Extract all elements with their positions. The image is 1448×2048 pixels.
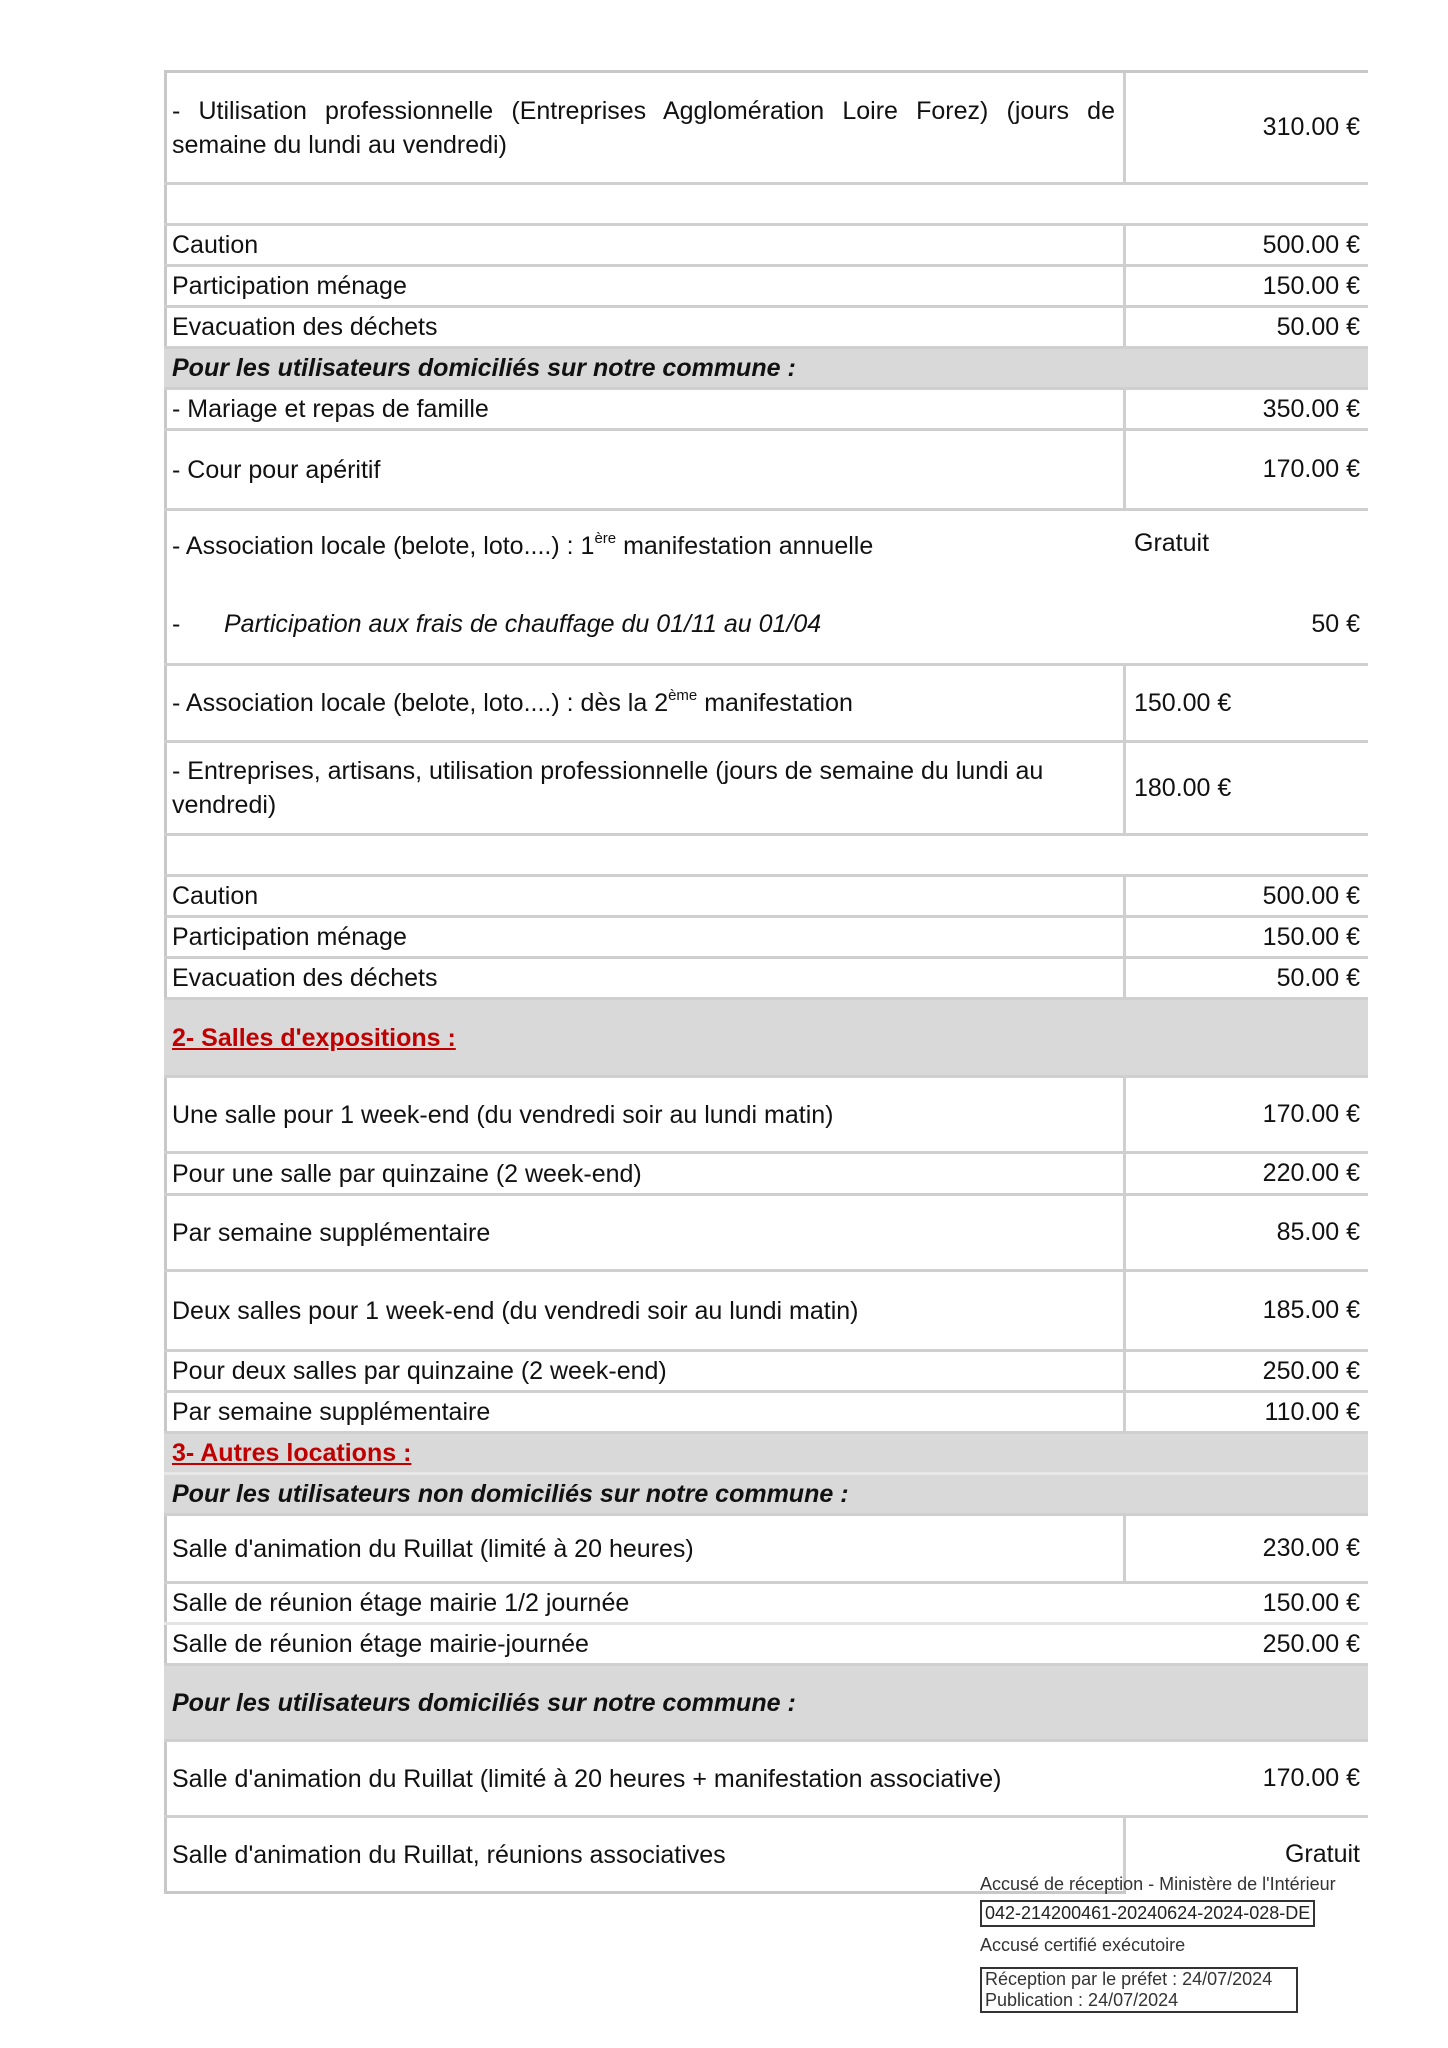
row-price [1126, 185, 1368, 223]
row-label: Salle d'animation du Ruillat (limité à 20 heures) [164, 1516, 1126, 1581]
row-price: 250.00 € [1262, 1629, 1360, 1658]
ordinal-suffix: ème [668, 687, 698, 704]
row-label: Une salle pour 1 week-end (du vendredi soir au lundi matin) [164, 1078, 1126, 1151]
heating-sub-label: Participation aux frais de chauffage du 01/11 au 01/04 [224, 610, 822, 638]
table-row [164, 508, 1368, 663]
row-label-text: - Association locale (belote, loto....) : 1 [172, 532, 595, 560]
row-label: Salle d'animation du Ruillat, réunions associatives [164, 1818, 1126, 1891]
row-label: - Mariage et repas de famille [164, 390, 1126, 428]
stamp-reception-date: Réception par le préfet : 24/07/2024 [985, 1969, 1273, 1989]
heating-sub-price: 50 € [1311, 610, 1360, 638]
row-label: Salle de réunion étage mairie-journée [172, 1630, 589, 1658]
row-label: - Entreprises, artisans, utilisation professionnelle (jours de semaine du lundi au vendredi) [164, 743, 1126, 833]
row-price: 170.00 € [1262, 1764, 1360, 1792]
table-row [164, 305, 1368, 346]
row-price: 170.00 € [1262, 1100, 1360, 1128]
stamp-reference: 042-214200461-20240624-2024-028-DE [980, 1900, 1315, 1927]
row-label: Caution [164, 226, 1126, 264]
table-row [164, 956, 1368, 997]
row-price [1126, 836, 1368, 874]
row-price: 150.00 € [1262, 271, 1360, 300]
table-row [164, 1581, 1368, 1622]
row-price: 180.00 € [1134, 773, 1232, 802]
heating-sub-row [172, 607, 1112, 641]
row-price: Gratuit [1284, 1840, 1360, 1868]
table-row [164, 1622, 1368, 1663]
table-row-spacer [164, 182, 1368, 223]
residents-heading: Pour les utilisateurs domiciliés sur notre commune : [172, 354, 796, 382]
table-row [164, 223, 1368, 264]
row-price: 150.00 € [1134, 688, 1232, 717]
row-label: Evacuation des déchets [164, 959, 1126, 997]
stamp-certified: Accusé certifié exécutoire [980, 1935, 1186, 1955]
row-label-text: manifestation [697, 689, 853, 717]
row-price: 310.00 € [1262, 113, 1360, 141]
table-row [164, 1739, 1368, 1815]
row-label: Pour deux salles par quinzaine (2 week-end) [164, 1352, 1126, 1390]
row-label: Par semaine supplémentaire [164, 1196, 1126, 1269]
row-label [164, 666, 1126, 740]
table-row [164, 1390, 1368, 1431]
section-title-autres-locations: 3- Autres locations : [172, 1439, 412, 1467]
row-price: 110.00 € [1264, 1397, 1360, 1426]
row-price: 150.00 € [1262, 1588, 1360, 1617]
row-label-text: - Association locale (belote, loto....) : dès la 2 [172, 689, 669, 717]
row-price: 50.00 € [1276, 312, 1360, 341]
row-label-text: manifestation annuelle [616, 532, 874, 560]
table-row-heading [164, 346, 1368, 387]
row-label: Evacuation des déchets [164, 308, 1126, 346]
table-row [164, 428, 1368, 508]
table-row-section [164, 1431, 1368, 1472]
row-price: 230.00 € [1262, 1534, 1360, 1562]
row-label: Participation ménage [164, 918, 1126, 956]
table-row [164, 1075, 1368, 1151]
table-row [164, 387, 1368, 428]
row-label: Deux salles pour 1 week-end (du vendredi soir au lundi matin) [164, 1272, 1126, 1349]
row-label: Salle d'animation du Ruillat (limité à 20 heures + manifestation associative) [172, 1764, 1002, 1793]
row-price: Gratuit [1134, 529, 1210, 557]
row-price: 350.00 € [1262, 394, 1360, 423]
row-label: - Cour pour apéritif [164, 431, 1126, 508]
stamp-publication-date: Publication : 24/07/2024 [985, 1990, 1179, 2010]
table-row [164, 70, 1368, 182]
row-price: 185.00 € [1262, 1296, 1360, 1324]
row-label: Caution [164, 877, 1126, 915]
residents-heading: Pour les utilisateurs domiciliés sur notre commune : [172, 1688, 796, 1717]
table-row [164, 915, 1368, 956]
row-price: 150.00 € [1262, 922, 1360, 951]
table-row-heading [164, 1472, 1368, 1513]
stamp-title: Accusé de réception - Ministère de l'Intérieur [980, 1874, 1336, 1894]
row-price: 50.00 € [1276, 963, 1360, 992]
row-label: Participation ménage [164, 267, 1126, 305]
row-label: Salle de réunion étage mairie 1/2 journée [172, 1589, 630, 1617]
row-price: 250.00 € [1262, 1356, 1360, 1385]
row-price: 85.00 € [1276, 1218, 1360, 1246]
row-label: Pour une salle par quinzaine (2 week-end) [164, 1154, 1126, 1193]
table-row [164, 1513, 1368, 1581]
non-residents-heading: Pour les utilisateurs non domiciliés sur notre commune : [172, 1480, 849, 1508]
row-label [164, 836, 1126, 874]
table-row [164, 1151, 1368, 1193]
row-price: 500.00 € [1262, 230, 1360, 259]
table-row [164, 1269, 1368, 1349]
row-label: - Utilisation professionnelle (Entreprises Agglomération Loire Forez) (jours de semaine du lundi au vendredi) [164, 73, 1126, 182]
table-row [164, 740, 1368, 833]
section-title-expositions: 2- Salles d'expositions : [172, 1023, 456, 1052]
table-row [164, 1193, 1368, 1269]
table-row [164, 264, 1368, 305]
table-row [164, 1349, 1368, 1390]
row-label: Par semaine supplémentaire [164, 1393, 1126, 1431]
prefecture-receipt-stamp [980, 1872, 1370, 2013]
table-row-spacer [164, 833, 1368, 874]
row-price: 220.00 € [1262, 1159, 1360, 1187]
row-label [164, 185, 1126, 223]
table-row-heading [164, 1663, 1368, 1739]
tariff-table [164, 70, 1368, 1891]
row-price: 500.00 € [1262, 881, 1360, 910]
table-row [164, 874, 1368, 915]
table-row-section [164, 997, 1368, 1075]
bullet-dash: - [172, 610, 181, 638]
row-price: 170.00 € [1262, 455, 1360, 483]
ordinal-suffix: ère [594, 530, 617, 547]
stamp-dates [980, 1967, 1298, 2013]
table-row [164, 663, 1368, 740]
